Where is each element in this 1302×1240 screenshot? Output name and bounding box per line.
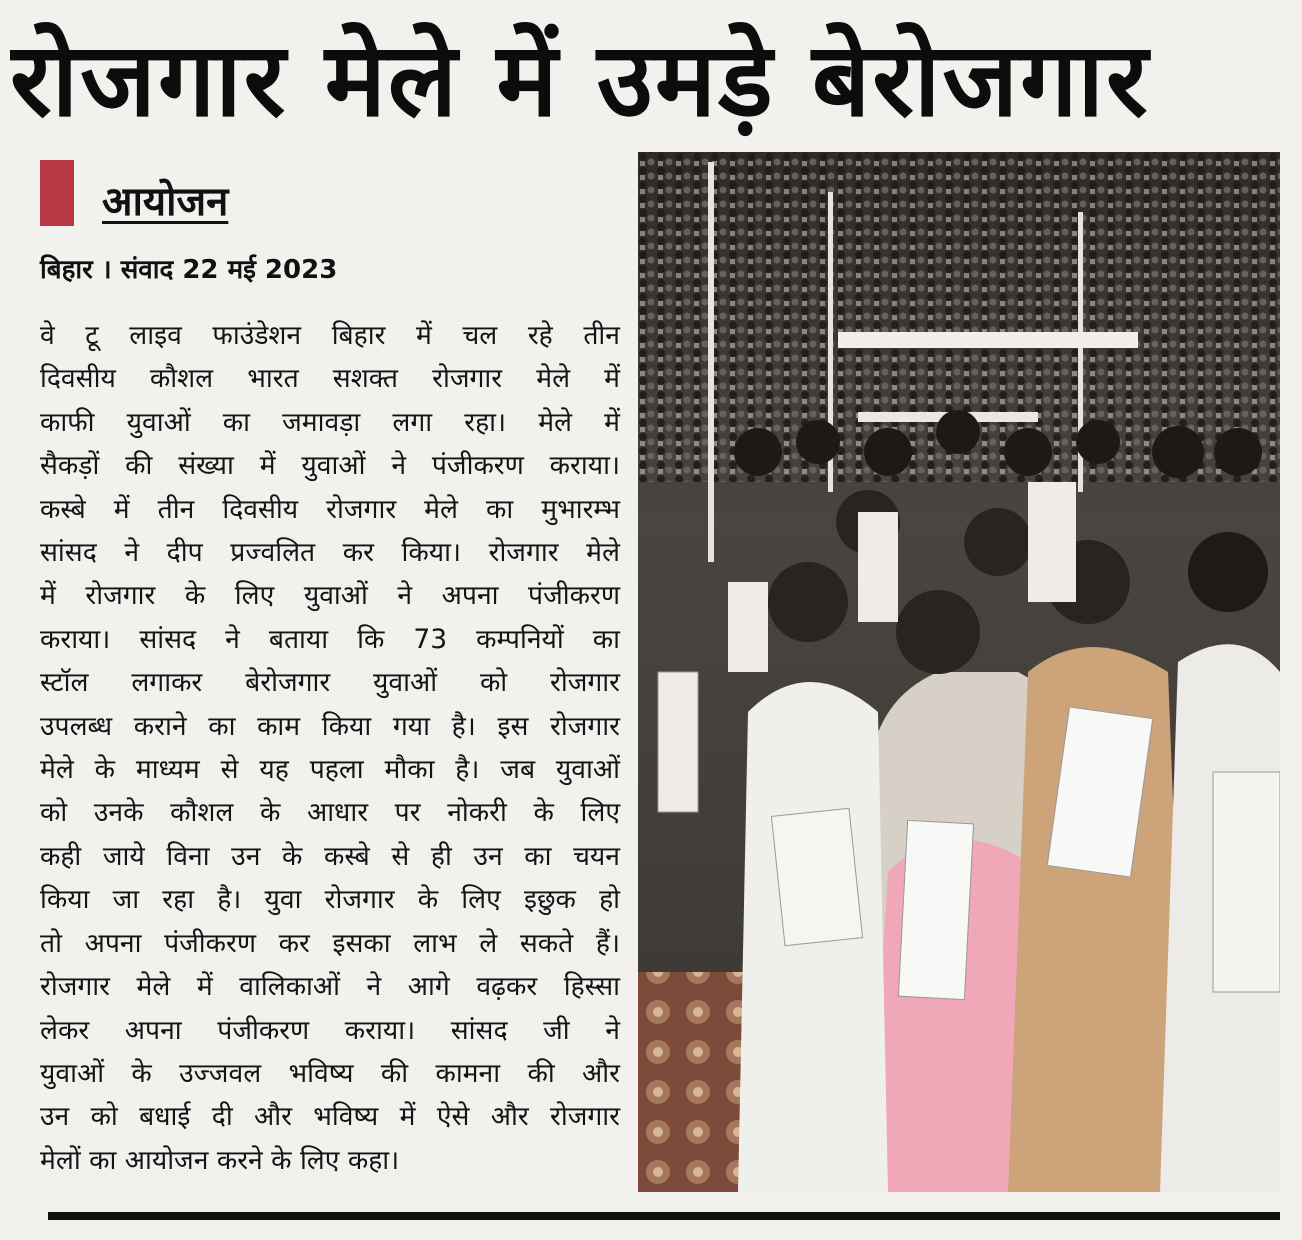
- article-line: सैकड़ों की संख्या में युवाओं ने पंजीकरण कराया।: [40, 450, 620, 482]
- section-label: आयोजन: [102, 179, 229, 225]
- article-line: कस्बे में तीन दिवसीय रोजगार मेले का मुभारम्भ: [40, 493, 620, 525]
- headline: रोजगार मेले में उमड़े बेरोजगार: [10, 22, 1150, 140]
- article-line: वे टू लाइव फाउंडेशन बिहार में चल रहे तीन: [40, 320, 620, 351]
- article-line: कराया। सांसद ने बताया कि 73 कम्पनियों का: [40, 623, 620, 655]
- article-line: सांसद ने दीप प्रज्वलित कर किया। रोजगार मेले: [40, 537, 620, 569]
- article-line: युवाओं के उज्जवल भविष्य की कामना की और: [40, 1057, 620, 1089]
- article-line: कही जाये विना उन के कस्बे से ही उन का चयन: [40, 840, 620, 872]
- article-line: मेलों का आयोजन करने के लिए कहा।: [40, 1144, 400, 1176]
- section-marker: [40, 160, 74, 226]
- article-line: लेकर अपना पंजीकरण कराया। सांसद जी ने: [40, 1014, 620, 1046]
- article-line: रोजगार मेले में वालिकाओं ने आगे वढ़कर हिस्सा: [40, 971, 620, 1003]
- article-line: काफी युवाओं का जमावड़ा लगा रहा। मेले में: [40, 406, 620, 438]
- article-line: दिवसीय कौशल भारत सशक्त रोजगार मेले में: [40, 363, 620, 395]
- article-line: तो अपना पंजीकरण कर इसका लाभ ले सकते हैं।: [40, 927, 620, 959]
- article-line: को उनके कौशल के आधार पर नोकरी के लिए: [40, 797, 620, 829]
- article-line: स्टॉल लगाकर बेरोजगार युवाओं को रोजगार: [40, 667, 620, 699]
- article-line: में रोजगार के लिए युवाओं ने अपना पंजीकरण: [40, 580, 620, 612]
- article-line: उपलब्ध कराने का काम किया गया है। इस रोजगार: [40, 710, 620, 742]
- article-line: उन को बधाई दी और भविष्य में ऐसे और रोजगार: [40, 1101, 620, 1133]
- article-body: [40, 314, 620, 1182]
- dateline: बिहार । संवाद 22 मई 2023: [40, 255, 338, 285]
- bottom-rule: [48, 1212, 1280, 1220]
- article-line: किया जा रहा है। युवा रोजगार के लिए इछुक हो: [40, 884, 620, 916]
- news-photo: [638, 152, 1280, 1192]
- article-line: मेले के माध्यम से यह पहला मौका है। जब युवाओं: [40, 754, 620, 786]
